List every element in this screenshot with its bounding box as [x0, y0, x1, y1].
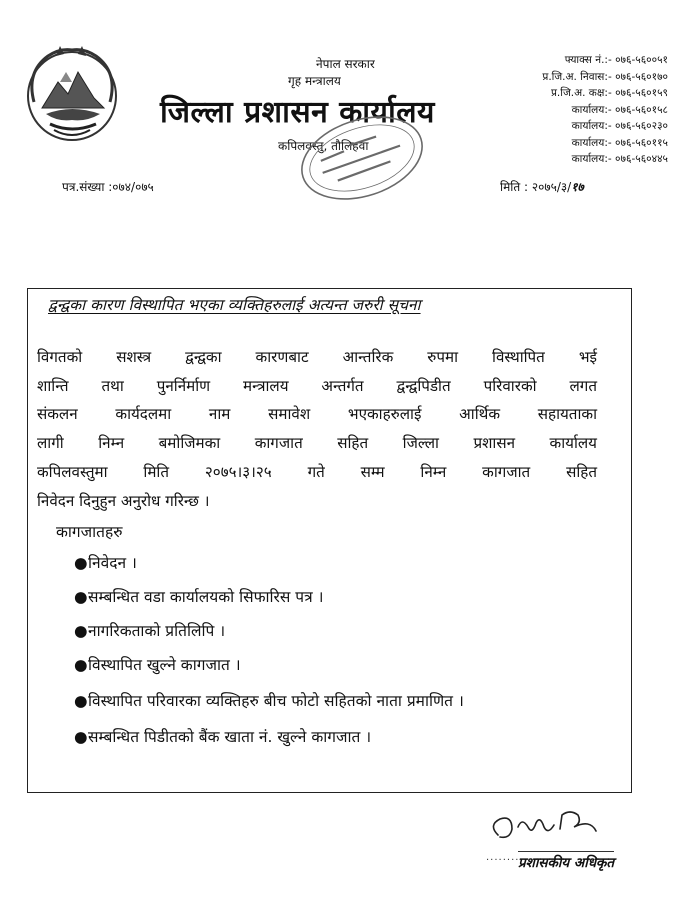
paragraph-line: शान्ति तथा पुनर्निर्माण मन्त्रालय अन्तर्गत द्वन्द्वपिडीत परिवारको लगत — [37, 376, 597, 395]
bullet-icon: ● — [74, 554, 88, 572]
document-label: सम्बन्धित पिडीतको बैंक खाता नं. खुल्ने कागजात । — [88, 728, 372, 746]
documents-heading: कागजातहरु — [56, 523, 123, 541]
nepal-emblem-icon — [20, 42, 124, 146]
list-item — [70, 586, 590, 608]
contact-row: फ्याक्स नं.:- ०७६-५६००५१ — [564, 54, 668, 66]
government-name: नेपाल सरकार — [316, 57, 375, 71]
paragraph-line: निवेदन दिनुहुन अनुरोध गरिन्छ । — [37, 491, 210, 510]
office-address: कपिलवस्तु, तौलिहवा — [278, 139, 369, 153]
contact-row: कार्यालय:- ०७६-५६०४४५ — [571, 153, 668, 165]
signatory-title: प्रशासकीय अधिकृत — [518, 851, 614, 871]
contact-list — [542, 52, 668, 168]
document-label: विस्थापित खुल्ने कागजात । — [88, 656, 241, 674]
notice-title: द्वन्द्वका कारण विस्थापित भएका व्यक्तिहरुलाई अत्यन्त जरुरी सूचना — [48, 296, 421, 314]
document-label: सम्बन्धित वडा कार्यालयको सिफारिस पत्र । — [88, 588, 324, 606]
office-stamp — [292, 108, 432, 208]
document-label: विस्थापित परिवारका व्यक्तिहरु बीच फोटो सहितको नाता प्रमाणित । — [88, 692, 464, 710]
reference-number: पत्र.संख्या :०७४/०७५ — [62, 180, 154, 194]
contact-row: प्र.जि.अ. निवास:- ०७६-५६०१७० — [542, 70, 668, 83]
list-item — [70, 654, 590, 676]
paragraph-line: लागी निम्न बमोजिमका कागजात सहित जिल्ला प्रशासन कार्यालय — [37, 434, 597, 453]
documents-list — [70, 552, 590, 760]
paragraph-line: कपिलवस्तुमा मिति २०७५।३।२५ गते सम्म निम्न कागजात सहित — [37, 462, 597, 481]
list-item — [70, 620, 590, 642]
contact-row: कार्यालय:- ०७६-५६०२३० — [571, 120, 668, 132]
contact-row: कार्यालय:- ०७६-५६०१५८ — [571, 103, 668, 116]
bullet-icon: ● — [74, 588, 88, 606]
document-label: निवेदन । — [88, 554, 137, 572]
bullet-icon: ● — [74, 622, 88, 640]
document-label: नागरिकताको प्रतिलिपि । — [88, 622, 226, 640]
paragraph-line: संकलन कार्यदलमा नाम समावेश भएकाहरुलाई आर्थिक सहायताका — [37, 405, 597, 424]
bullet-icon: ● — [74, 656, 88, 674]
list-item — [70, 726, 590, 748]
bullet-icon: ● — [74, 728, 88, 746]
office-name: जिल्ला प्रशासन कार्यालय — [160, 95, 435, 130]
contact-row: प्र.जि.अ. कक्ष:- ०७६-५६०१५९ — [550, 87, 668, 99]
signature-dots: .......... — [486, 852, 528, 863]
list-item — [70, 552, 590, 574]
letter-date — [500, 178, 584, 195]
date-handwritten-day: १७ — [571, 180, 584, 194]
date-label: मिति : २०७५/३/ — [500, 180, 572, 194]
list-item — [70, 688, 590, 714]
paragraph-line: विगतको सशस्त्र द्वन्द्वका कारणबाट आन्तरिक रुपमा विस्थापित भई — [37, 348, 597, 366]
bullet-icon: ● — [74, 692, 88, 710]
ministry-name: गृह मन्त्रालय — [288, 74, 341, 88]
contact-row: कार्यालय:- ०७६-५६०११५ — [571, 136, 668, 149]
notice-paragraph — [37, 343, 597, 515]
